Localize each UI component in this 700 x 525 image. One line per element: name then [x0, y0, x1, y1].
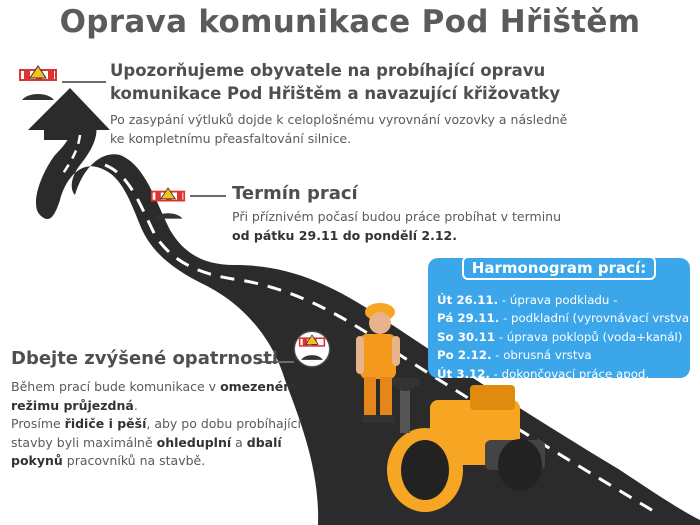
notice-heading: Upozorňujeme obyvatele na probíhající opravu komunikace Pod Hřištěm a navazující křižovatky: [110, 61, 561, 103]
notice-body: Po zasypání výtluků dojde k celoplošnému vyrovnání vozovky a následně ke kompletnímu přeasfaltování silnice.: [110, 112, 568, 146]
connector-line: [62, 81, 106, 83]
list-item: Út 26.11. - úprava podkladu -: [437, 293, 618, 307]
schedule-list: [437, 291, 694, 383]
page-title: Oprava komunikace Pod Hřištěm: [59, 4, 641, 40]
roadwork-sign-icon: [18, 64, 58, 112]
connector-line: [190, 195, 226, 197]
list-item: Út 3.12. - dokončovací práce apod.: [437, 366, 650, 381]
term-heading: Termín prací: [232, 183, 358, 204]
list-item: Pá 29.11. - podkladní (vyrovnávací vrstva): [437, 311, 694, 326]
caution-heading: Dbejte zvýšené opatrnosti: [11, 348, 278, 369]
list-item: Po 2.12. - obrusná vrstva: [437, 348, 592, 363]
roadwork-sign-icon: [295, 332, 329, 366]
schedule-title: Harmonogram prací:: [462, 256, 656, 280]
schedule-box: [428, 258, 694, 381]
list-item: So 30.11 - úprava poklopů (voda+kanál): [437, 329, 683, 344]
caution-body: Během prací bude komunikace v omezeném režimu průjezdná. Prosíme řidiče i pěší, aby po dobu probíhající stavby byli maximálně ohleduplní a dbalí pokynů pracovníků na stavbě.: [11, 379, 301, 468]
roadwork-sign-icon: [150, 186, 186, 230]
term-body: Při příznivém počasí budou práce probíhat v terminu od pátku 29.11 do pondělí 2.12.: [232, 209, 562, 243]
